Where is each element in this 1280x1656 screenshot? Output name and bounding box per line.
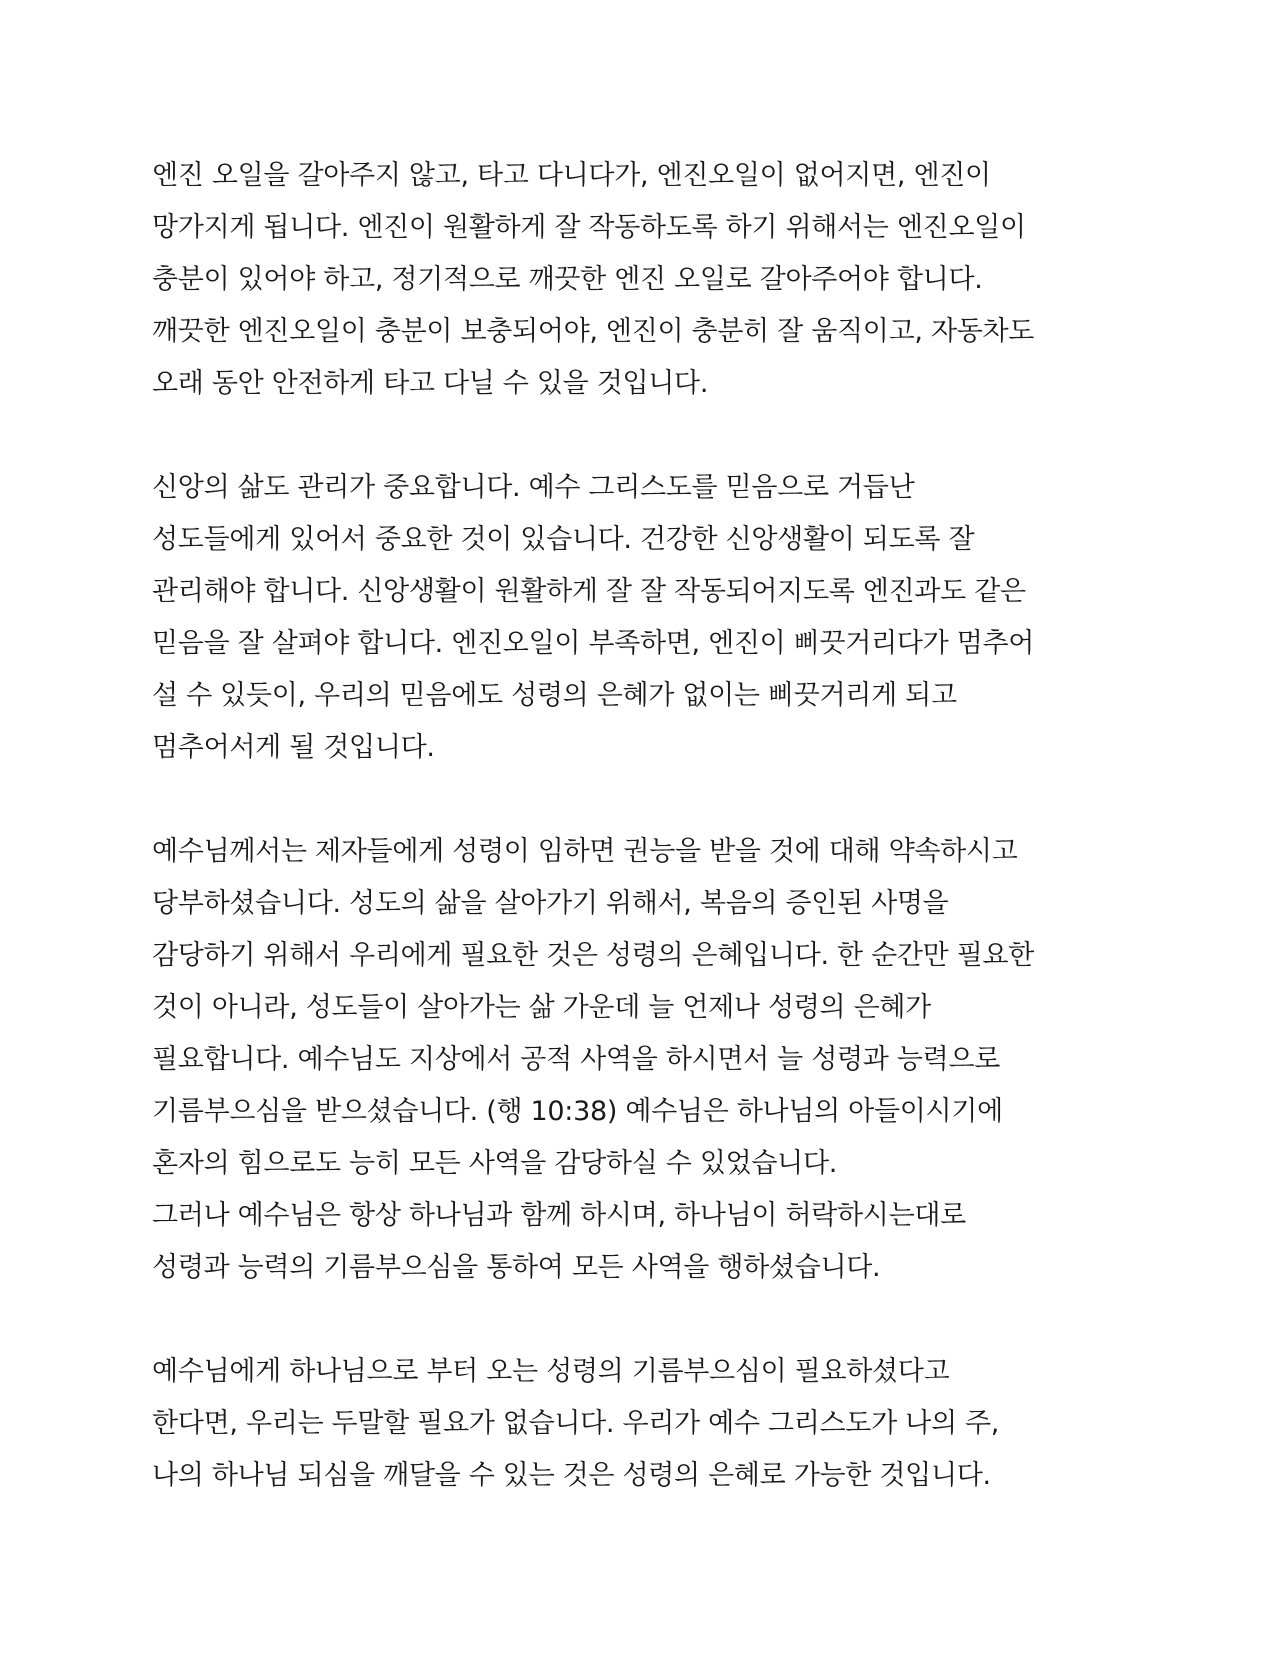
text-line: 예수님에게 하나님으로 부터 오는 성령의 기름부으심이 필요하셨다고 bbox=[152, 1356, 950, 1387]
paragraph-anointing bbox=[152, 1346, 1152, 1502]
text-line: 깨끗한 엔진오일이 충분이 보충되어야, 엔진이 충분히 잘 움직이고, 자동차도 bbox=[152, 316, 1035, 347]
text-line: 예수님께서는 제자들에게 성령이 임하면 권능을 받을 것에 대해 약속하시고 bbox=[152, 836, 1018, 867]
text-line: 망가지게 됩니다. 엔진이 원활하게 잘 작동하도록 하기 위해서는 엔진오일이 bbox=[152, 212, 1026, 243]
text-line: 성령과 능력의 기름부으심을 통하여 모든 사역을 행하셨습니다. bbox=[152, 1252, 881, 1283]
text-line: 설 수 있듯이, 우리의 믿음에도 성령의 은혜가 없이는 삐끗거리게 되고 bbox=[152, 680, 957, 711]
text-line: 감당하기 위해서 우리에게 필요한 것은 성령의 은혜입니다. 한 순간만 필요한 bbox=[152, 940, 1035, 971]
text-line: 한다면, 우리는 두말할 필요가 없습니다. 우리가 예수 그리스도가 나의 주, bbox=[152, 1408, 1000, 1439]
document-body bbox=[152, 150, 1152, 1554]
text-line: 나의 하나님 되심을 깨달을 수 있는 것은 성령의 은혜로 가능한 것입니다. bbox=[152, 1460, 991, 1491]
text-line: 관리해야 합니다. 신앙생활이 원활하게 잘 잘 작동되어지도록 엔진과도 같은 bbox=[152, 576, 1026, 607]
text-line: 것이 아니라, 성도들이 살아가는 삶 가운데 늘 언제나 성령의 은혜가 bbox=[152, 992, 931, 1023]
text-line: 성도들에게 있어서 중요한 것이 있습니다. 건강한 신앙생활이 되도록 잘 bbox=[152, 524, 975, 555]
text-line: 믿음을 잘 살펴야 합니다. 엔진오일이 부족하면, 엔진이 삐끗거리다가 멈추어 bbox=[152, 628, 1035, 659]
text-line: 혼자의 힘으로도 능히 모든 사역을 감당하실 수 있었습니다. bbox=[152, 1148, 838, 1179]
paragraph-engine-oil bbox=[152, 150, 1152, 410]
text-line: 오래 동안 안전하게 타고 다닐 수 있을 것입니다. bbox=[152, 368, 709, 399]
text-line: 충분이 있어야 하고, 정기적으로 깨끗한 엔진 오일로 갈아주어야 합니다. bbox=[152, 264, 983, 295]
paragraph-holy-spirit-promise bbox=[152, 826, 1152, 1294]
text-line: 멈추어서게 될 것입니다. bbox=[152, 732, 435, 763]
text-line: 신앙의 삶도 관리가 중요합니다. 예수 그리스도를 믿음으로 거듭난 bbox=[152, 472, 915, 503]
paragraph-faith-management bbox=[152, 462, 1152, 774]
text-line: 필요합니다. 예수님도 지상에서 공적 사역을 하시면서 늘 성령과 능력으로 bbox=[152, 1044, 1001, 1075]
text-line: 당부하셨습니다. 성도의 삶을 살아가기 위해서, 복음의 증인된 사명을 bbox=[152, 888, 949, 919]
text-line: 엔진 오일을 갈아주지 않고, 타고 다니다가, 엔진오일이 없어지면, 엔진이 bbox=[152, 160, 991, 191]
text-line: 그러나 예수님은 항상 하나님과 함께 하시며, 하나님이 허락하시는대로 bbox=[152, 1200, 966, 1231]
text-line: 기름부으심을 받으셨습니다. (행 10:38) 예수님은 하나님의 아들이시기에 bbox=[152, 1096, 1003, 1127]
